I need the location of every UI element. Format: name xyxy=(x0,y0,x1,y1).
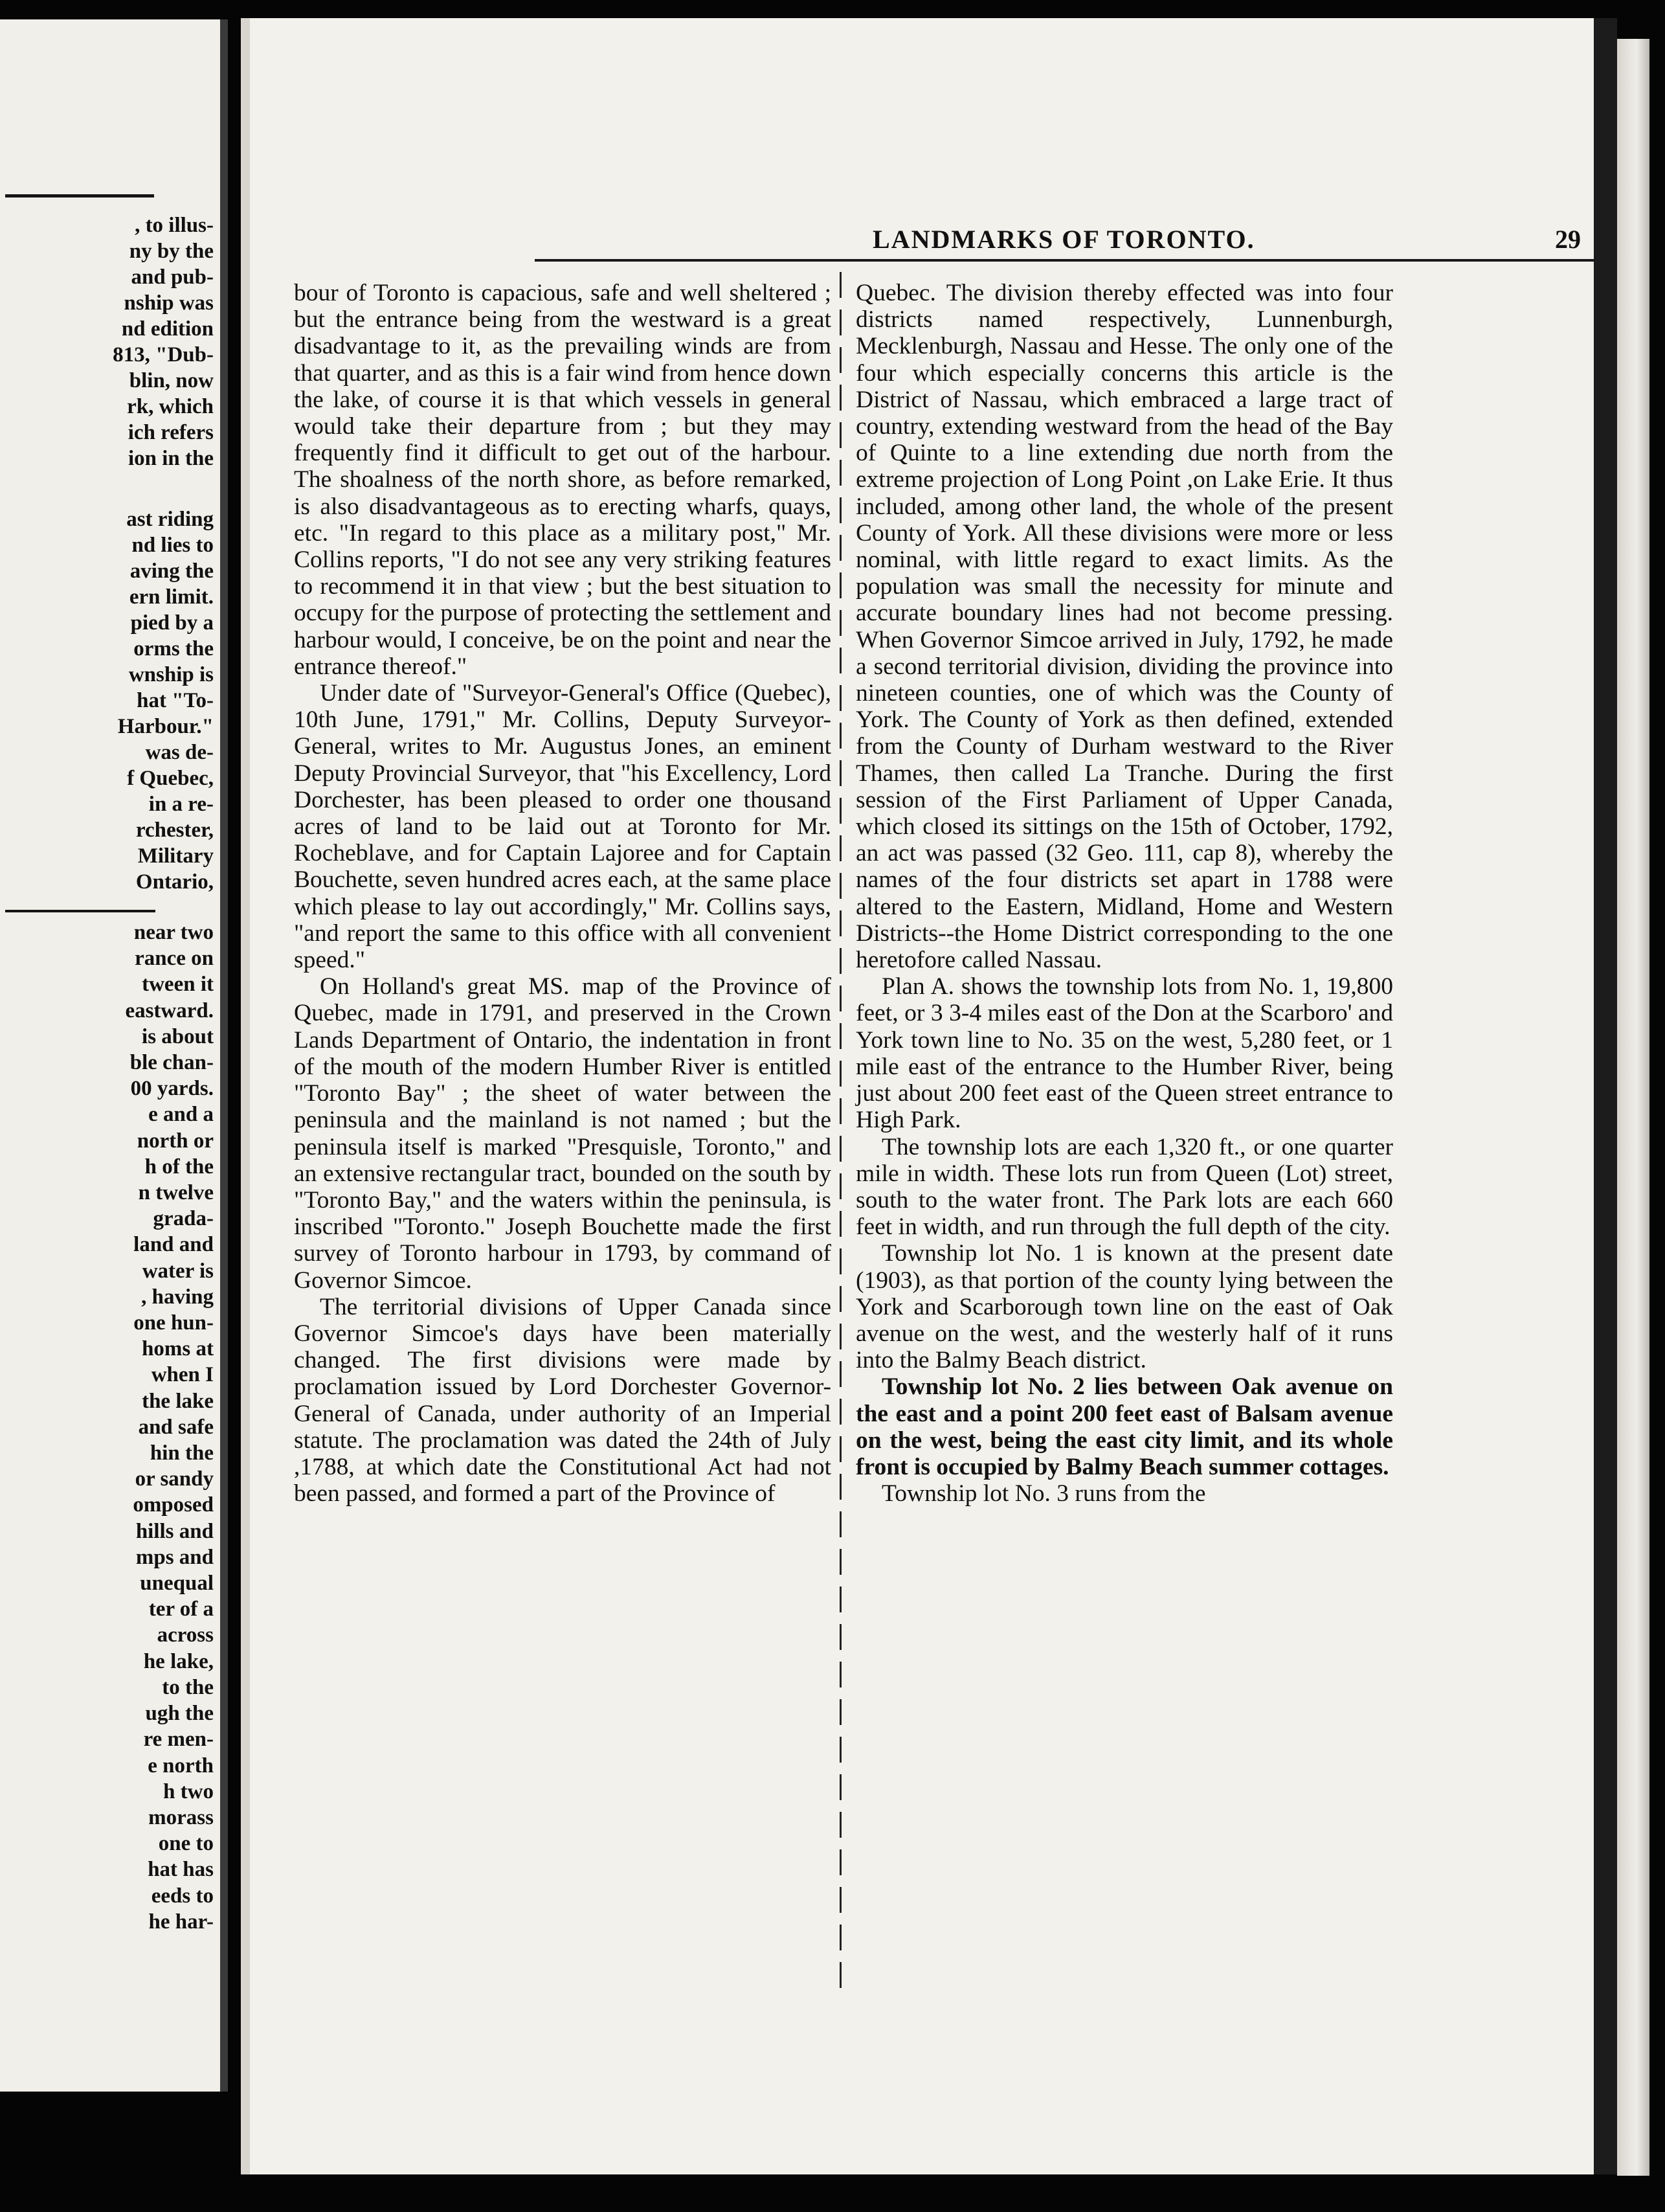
text-line: the lake xyxy=(142,1389,214,1413)
text-line: hin the xyxy=(150,1441,214,1465)
text-line: hills and xyxy=(135,1519,214,1543)
text-line: e and a xyxy=(148,1103,214,1127)
column-divider xyxy=(840,272,842,1994)
paragraph: The township lots are each 1,320 ft., or one quarter mile in width. These lots run from Queen (Lot) street, south to the water front. The Park lots are each 660 feet in width, and run through the full depth of the city. xyxy=(856,1133,1393,1241)
paragraph: Township lot No. 3 runs from the xyxy=(882,1480,1206,1507)
text-line: 00 yards. xyxy=(130,1077,214,1101)
facing-page-divider xyxy=(5,910,155,912)
page-edge-shadow xyxy=(1594,18,1617,2174)
text-line: was de- xyxy=(145,741,214,764)
text-line: water is xyxy=(142,1259,214,1283)
text-column-left xyxy=(294,280,831,1507)
next-page-edge xyxy=(1617,39,1649,2176)
text-line: pied by a xyxy=(130,611,214,635)
text-line: rance on xyxy=(135,947,214,971)
text-line: is about xyxy=(142,1024,214,1048)
text-line: orms the xyxy=(133,637,214,660)
text-line: ter of a xyxy=(148,1597,214,1621)
paragraph: The territorial divisions of Upper Canada since Governor Simcoe's days have been materially changed. The first divisions were made by proclamation issued by Lord Dorchester Governor-General of Canada, under authority of an Imperial statute. The proclamation was dated the 24th of July ,1788, at which date the Constitutional Act had not been passed, and formed a part of the Province of xyxy=(294,1293,831,1507)
text-line: across xyxy=(157,1623,214,1647)
text-column-right xyxy=(856,280,1393,1507)
text-line: he lake, xyxy=(143,1649,214,1673)
text-line: wnship is xyxy=(128,663,214,686)
paragraph: Township lot No. 2 lies between Oak avenue on the east and a point 200 feet east of Balsam avenue on the west, being the east city limit, and its whole front is occupied by Balmy Beach summer cottages. xyxy=(856,1373,1393,1480)
text-line: ugh the xyxy=(145,1702,214,1726)
text-line: 813, "Dub- xyxy=(113,343,214,367)
text-line: omposed xyxy=(133,1493,214,1517)
paragraph: bour of Toronto is capacious, safe and well sheltered ; but the entrance being from the westward is a great disadvantage to it, as the prevailing winds are from that quarter, and as this is a fair wind from hence down the lake, of course it is that which vessels in general would take their departure from ; but they may frequently find it difficult to get out of the harbour. The shoalness of the north shore, as before remarked, is also disadvantageous as to erecting wharfs, quays, etc. "In regard to this place as a military post," Mr. Collins reports, "I do not see any very striking features to recommend it in that view ; but the best situation to occupy for the purpose of protecting the settlement and harbour would, I conceive, be on the point and near the entrance thereof." xyxy=(294,280,831,680)
facing-page-text-block-3 xyxy=(0,920,214,1935)
text-line: , to illus- xyxy=(135,214,214,237)
text-line: tween it xyxy=(142,973,214,997)
text-line: in a re- xyxy=(148,793,214,816)
text-line: re men- xyxy=(143,1728,214,1752)
page-title: LANDMARKS OF TORONTO. xyxy=(873,225,1255,254)
page-number: 29 xyxy=(1555,225,1581,254)
text-line: or sandy xyxy=(135,1467,214,1491)
text-line: nd edition xyxy=(121,317,214,341)
facing-page-rule xyxy=(5,194,154,198)
text-line: one hun- xyxy=(133,1311,214,1335)
paragraph: Under date of "Surveyor-General's Office (Quebec), 10th June, 1791," Mr. Collins, Deputy Surveyor-General, writes to Mr. Augustus Jones, an eminent Deputy Provincial Surveyor, that "his Excellency, Lord Dorchester, has been pleased to order one thousand acres of land to be laid out at Toronto for Mr. Rocheblave, and for Captain Lajoree and for Captain Bouchette, seven hundred acres each, at the same place which please to lay out accordingly," Mr. Collins says, "and report the same to this office with all convenient speed." xyxy=(294,680,831,974)
text-line: to the xyxy=(162,1675,214,1699)
text-line: near two xyxy=(133,921,214,944)
text-line: hat "To- xyxy=(137,689,214,712)
page-gutter-shadow xyxy=(220,19,228,2092)
text-line: Harbour." xyxy=(117,715,214,738)
text-line: nd lies to xyxy=(131,534,214,557)
text-line: ast riding xyxy=(126,508,214,531)
paragraph: Township lot No. 1 is known at the present date (1903), as that portion of the county lying between the York and Scarborough town line on the east of Oak avenue on the west, and the westerly half of it runs into the Balmy Beach district. xyxy=(856,1240,1393,1374)
text-line: rk, which xyxy=(127,395,214,418)
text-line: ble chan- xyxy=(129,1051,214,1075)
text-line: ny by the xyxy=(129,240,214,263)
text-line: Military xyxy=(137,844,214,868)
text-line: unequal xyxy=(140,1572,214,1596)
text-line: Ontario, xyxy=(135,870,214,894)
running-header xyxy=(526,224,1652,256)
text-line: he har- xyxy=(148,1910,214,1934)
text-line: aving the xyxy=(129,559,214,583)
text-line: , having xyxy=(141,1285,214,1309)
text-line: grada- xyxy=(153,1207,214,1231)
text-line: h of the xyxy=(144,1155,214,1179)
text-line: when I xyxy=(151,1363,214,1387)
facing-page-text-block-1 xyxy=(0,212,214,471)
text-line: ion in the xyxy=(128,447,214,470)
text-line: nship was xyxy=(124,291,214,315)
text-line: mps and xyxy=(135,1545,214,1569)
text-line: hat has xyxy=(148,1858,214,1882)
page-inner-edge xyxy=(241,18,250,2174)
paragraph: Quebec. The division thereby effected was into four districts named respectively, Lunnenburgh, Mecklenburgh, Nassau and Hesse. The only one of the four which especially concerns this article is the District of Nassau, which embraced a large tract of country, extending westward from the head of the Bay of Quinte to a line extending due north from the extreme projection of Long Point ,on Lake Erie. It thus included, among other land, the whole of the present County of York. All these divisions were more or less nominal, with little regard to exact limits. As the population was small the necessity for minute and accurate boundary lines had not become pressing. When Governor Simcoe arrived in July, 1792, he made a second territorial division, dividing the province into nineteen counties, one of which was the County of York. The County of York as then defined, extended from the County of Durham westward to the River Thames, then called La Tranche. During the first session of the First Parliament of Upper Canada, which closed its sittings on the 15th of October, 1792, an act was passed (32 Geo. 111, cap 8), whereby the names of the four districts set apart in 1788 were altered to the Eastern, Midland, Home and Western Districts--the Home District corresponding to the one heretofore called Nassau. xyxy=(856,280,1393,974)
text-line: blin, now xyxy=(129,369,214,392)
header-rule xyxy=(535,259,1629,262)
book-page xyxy=(241,18,1594,2174)
paragraph: Plan A. shows the township lots from No. 1, 19,800 feet, or 3 3-4 miles east of the Don at the Scarboro' and York town line to No. 35 on the west, 5,280 feet, or 1 mile east of the entrance to the Humber River, being just about 200 feet east of the Queen street entrance to High Park. xyxy=(856,973,1393,1134)
text-line: ern limit. xyxy=(129,585,214,609)
facing-page-text-block-2 xyxy=(0,506,214,895)
text-line: rchester, xyxy=(135,818,214,842)
paragraph: On Holland's great MS. map of the Province of Quebec, made in 1791, and preserved in the Crown Lands Department of Ontario, the indentation in front of the mouth of the modern Humber River is entitled "Toronto Bay" ; the sheet of water between the peninsula and the mainland is not named ; but the peninsula itself is marked "Presquisle, Toronto," and an extensive rectangular tract, bounded on the south by "Toronto Bay," and the waters within the peninsula, is inscribed "Toronto." Joseph Bouchette made the first survey of Toronto harbour in 1793, by command of Governor Simcoe. xyxy=(294,973,831,1294)
text-line: f Quebec, xyxy=(127,767,214,790)
text-line: eastward. xyxy=(125,999,214,1022)
text-line: eeds to xyxy=(151,1884,214,1908)
text-line: one to xyxy=(158,1832,214,1856)
text-line: ich refers xyxy=(128,421,214,444)
text-line: e north xyxy=(148,1754,214,1778)
text-line: homs at xyxy=(142,1337,214,1361)
text-line: land and xyxy=(133,1233,214,1257)
facing-page-fragment xyxy=(0,19,228,2092)
text-line: n twelve xyxy=(138,1181,214,1205)
text-line: north or xyxy=(137,1129,214,1153)
text-line: morass xyxy=(148,1805,214,1829)
text-line: and safe xyxy=(138,1415,214,1439)
text-line: h two xyxy=(163,1779,214,1803)
text-line: and pub- xyxy=(131,265,214,289)
